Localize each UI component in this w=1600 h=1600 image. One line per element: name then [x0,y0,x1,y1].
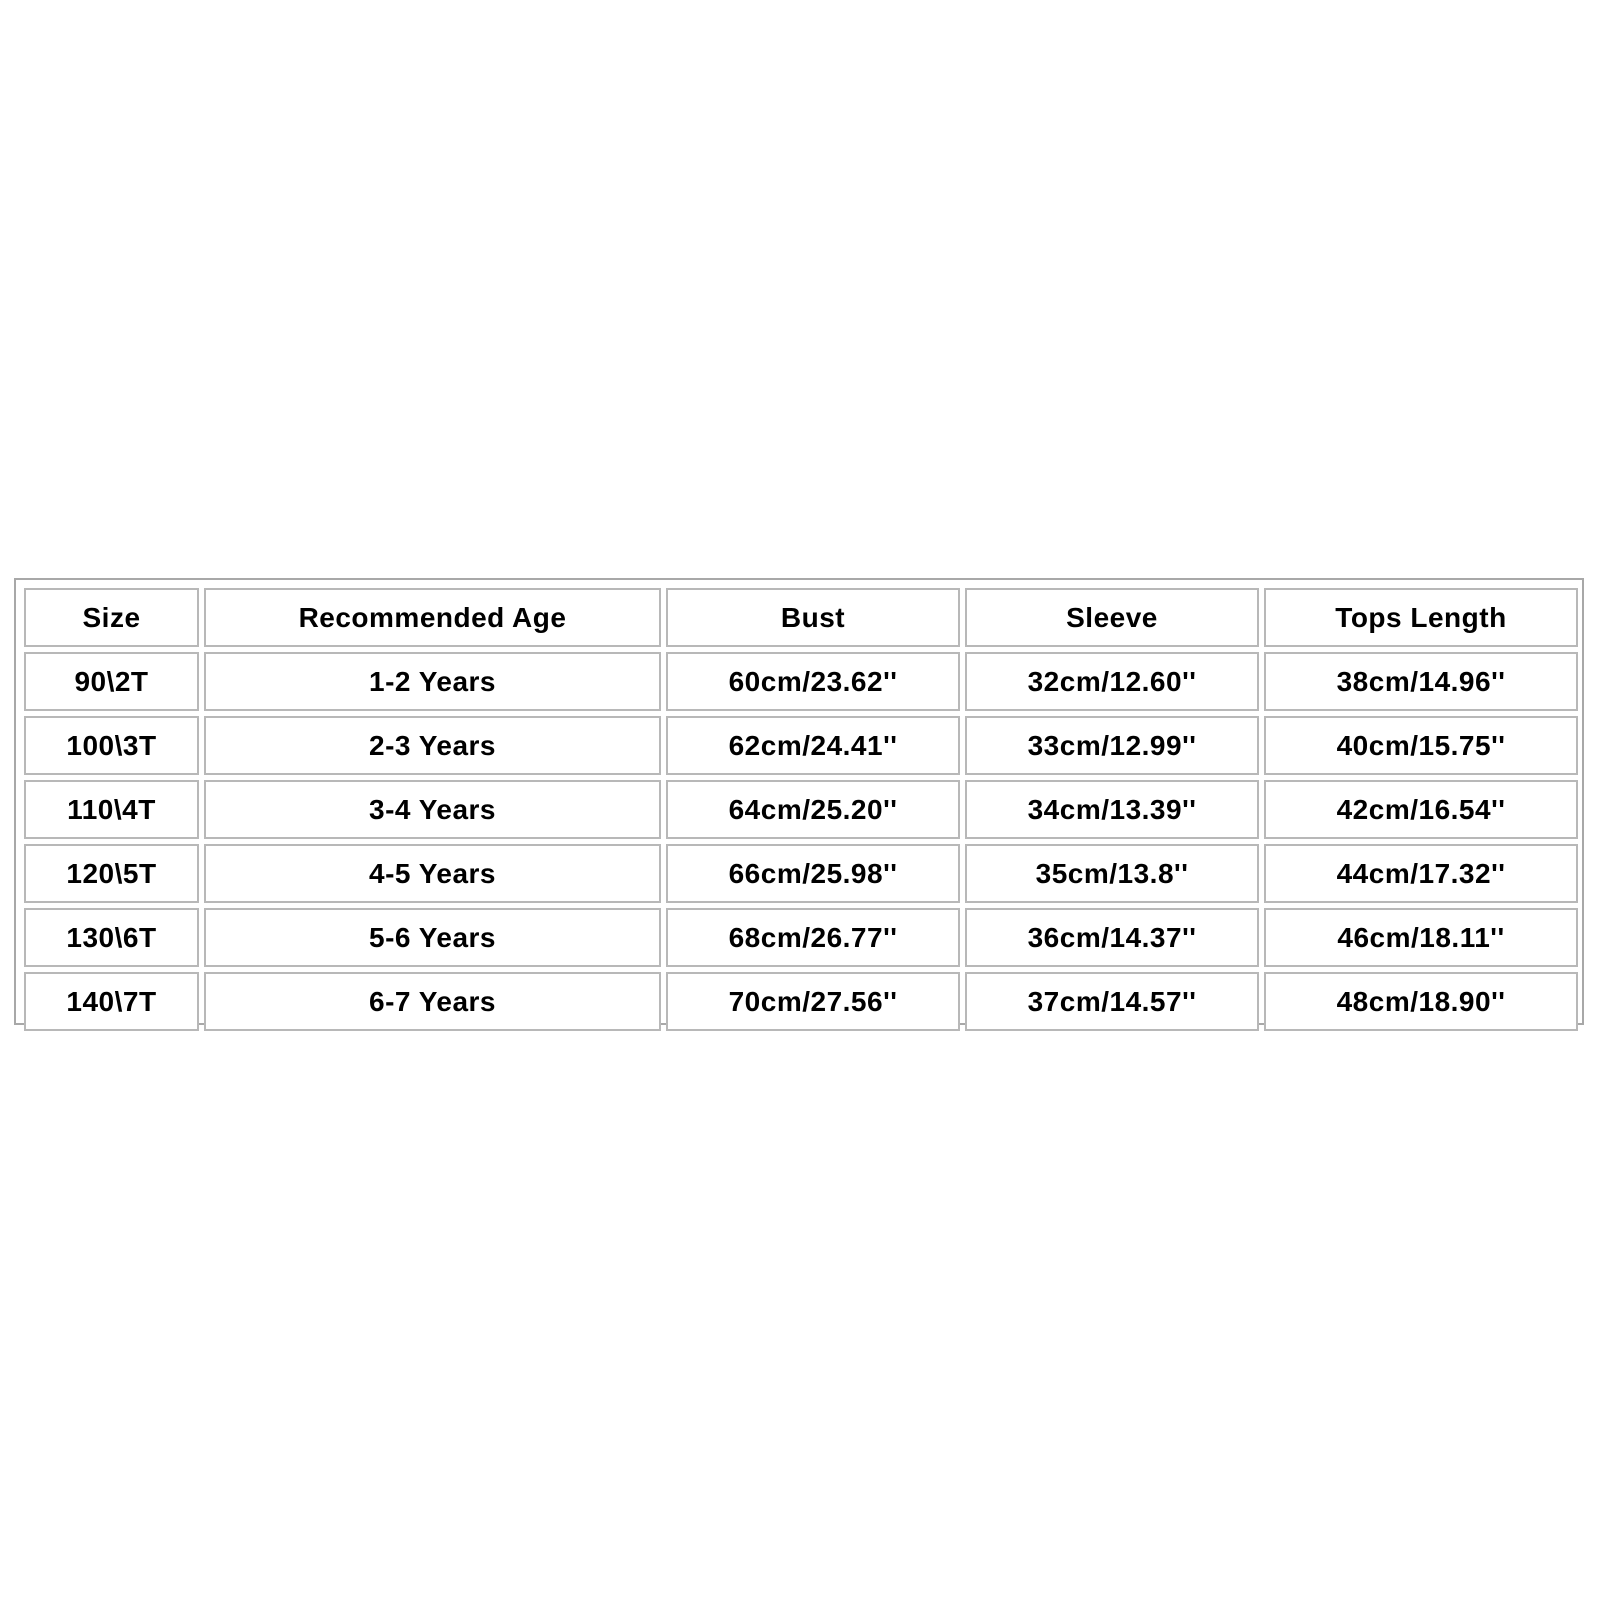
cell-age: 6-7 Years [204,972,661,1031]
cell-sleeve: 36cm/14.37'' [965,908,1259,967]
cell-size: 120\5T [24,844,199,903]
size-chart-table [19,583,1583,1036]
cell-size: 100\3T [24,716,199,775]
header-size: Size [24,588,199,647]
cell-tops-length: 38cm/14.96'' [1264,652,1578,711]
cell-tops-length: 46cm/18.11'' [1264,908,1578,967]
cell-size: 90\2T [24,652,199,711]
cell-size: 110\4T [24,780,199,839]
header-bust: Bust [666,588,960,647]
cell-age: 2-3 Years [204,716,661,775]
cell-age: 1-2 Years [204,652,661,711]
header-recommended-age: Recommended Age [204,588,661,647]
table-row [24,780,1578,839]
cell-size: 130\6T [24,908,199,967]
table-row [24,972,1578,1031]
table-row [24,652,1578,711]
table-row [24,908,1578,967]
cell-bust: 64cm/25.20'' [666,780,960,839]
cell-sleeve: 35cm/13.8'' [965,844,1259,903]
header-row [24,588,1578,647]
cell-sleeve: 37cm/14.57'' [965,972,1259,1031]
cell-bust: 70cm/27.56'' [666,972,960,1031]
cell-sleeve: 34cm/13.39'' [965,780,1259,839]
table-row [24,716,1578,775]
cell-sleeve: 32cm/12.60'' [965,652,1259,711]
header-sleeve: Sleeve [965,588,1259,647]
cell-tops-length: 42cm/16.54'' [1264,780,1578,839]
cell-bust: 66cm/25.98'' [666,844,960,903]
cell-age: 5-6 Years [204,908,661,967]
header-tops-length: Tops Length [1264,588,1578,647]
cell-bust: 60cm/23.62'' [666,652,960,711]
cell-tops-length: 40cm/15.75'' [1264,716,1578,775]
cell-tops-length: 48cm/18.90'' [1264,972,1578,1031]
cell-age: 3-4 Years [204,780,661,839]
cell-bust: 68cm/26.77'' [666,908,960,967]
table-row [24,844,1578,903]
cell-sleeve: 33cm/12.99'' [965,716,1259,775]
cell-age: 4-5 Years [204,844,661,903]
cell-size: 140\7T [24,972,199,1031]
size-chart-container [14,578,1584,1025]
cell-bust: 62cm/24.41'' [666,716,960,775]
cell-tops-length: 44cm/17.32'' [1264,844,1578,903]
